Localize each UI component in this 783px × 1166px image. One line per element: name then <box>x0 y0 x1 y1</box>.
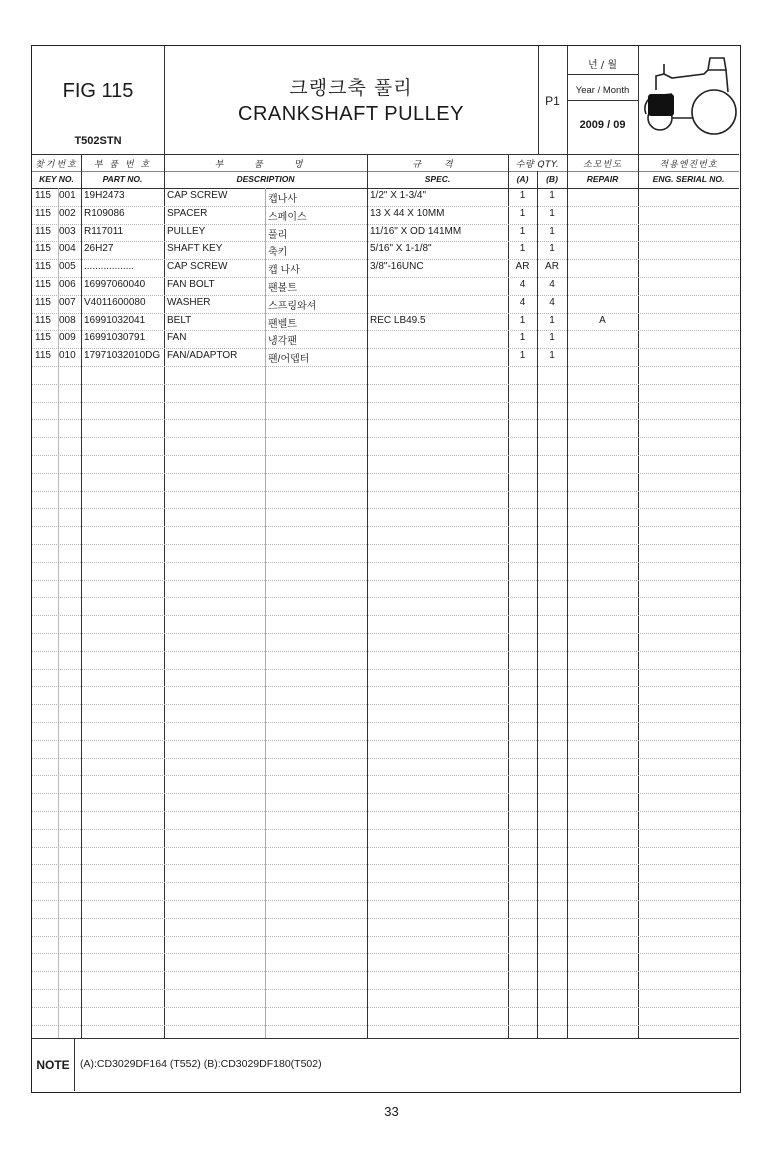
cell-fig: 115 <box>35 261 51 273</box>
cell-qa: 4 <box>519 296 526 308</box>
table-row <box>32 330 739 348</box>
cell-desc-en: WASHER <box>167 296 211 308</box>
cell-key: 006 <box>59 279 76 290</box>
cell-spec: 5/16" X 1-1/8" <box>370 243 432 255</box>
cell-desc-en: PULLEY <box>167 225 206 237</box>
cell-desc-ko: 풀리 <box>268 229 288 241</box>
cell-qb: 1 <box>549 332 555 344</box>
column-repair-korean: 소모빈도 <box>583 159 622 170</box>
cell-qa: AR <box>515 261 530 273</box>
column-serial-korean: 적용엔진번호 <box>659 159 718 170</box>
cell-desc-ko: 캡나사 <box>268 194 297 205</box>
cell-part: 17971032010DG <box>84 350 161 362</box>
column-key-korean: 찾기번호 <box>35 159 78 170</box>
cell-desc-ko: 팬벨트 <box>268 318 297 330</box>
cell-desc-ko: 스페이스 <box>268 211 307 223</box>
column-qty-a: (A) <box>516 174 529 184</box>
cell-fig: 115 <box>35 296 51 308</box>
cell-desc-ko: 팬/어뎁터 <box>268 354 310 366</box>
cell-fig: 115 <box>35 207 51 219</box>
page-code: P1 <box>545 94 560 108</box>
cell-key: 004 <box>59 243 76 255</box>
cell-fig: 115 <box>35 279 51 290</box>
cell-part: V4011600080 <box>84 296 146 308</box>
cell-desc-en: SHAFT KEY <box>167 243 223 255</box>
cell-fig: 115 <box>35 314 51 326</box>
cell-desc-ko: 팬볼트 <box>268 283 297 294</box>
cell-qa: 1 <box>519 225 526 237</box>
cell-qb: 1 <box>549 225 555 237</box>
cell-fig: 115 <box>35 190 51 201</box>
cell-qb: 1 <box>549 314 555 326</box>
cell-fig: 115 <box>35 243 51 255</box>
year-month-label-korean: 년 / 월 <box>587 59 618 71</box>
parts-list-frame <box>31 45 741 1093</box>
cell-qb: 1 <box>549 207 555 219</box>
column-desc: DESCRIPTION <box>236 174 295 184</box>
cell-key: 009 <box>59 332 76 344</box>
cell-qa: 1 <box>519 314 526 326</box>
column-qty-korean: 수량 QTY. <box>515 159 560 170</box>
cell-part: 16991032041 <box>84 314 146 326</box>
cell-desc-en: CAP SCREW <box>167 190 228 201</box>
cell-key: 003 <box>59 225 76 237</box>
column-part: PART NO. <box>102 174 143 184</box>
tractor-icon <box>638 46 739 154</box>
cell-qa: 1 <box>519 350 526 362</box>
cell-spec: 11/16" X OD 141MM <box>370 225 462 237</box>
cell-key: 010 <box>59 350 76 362</box>
cell-qa: 1 <box>519 332 526 344</box>
table-row <box>32 295 739 313</box>
column-spec: SPEC. <box>424 174 451 184</box>
table-row <box>32 348 739 366</box>
column-key: KEY NO. <box>39 174 74 184</box>
cell-key: 008 <box>59 314 76 326</box>
table-row <box>32 224 739 242</box>
table-row <box>32 277 739 295</box>
column-qty-b: (B) <box>546 174 558 184</box>
cell-desc-en: SPACER <box>167 207 208 219</box>
cell-desc-ko: 스프링와셔 <box>268 300 317 312</box>
cell-part: R109086 <box>84 207 125 219</box>
cell-fig: 115 <box>35 332 51 344</box>
cell-desc-en: FAN BOLT <box>167 279 215 290</box>
table-row <box>32 188 739 206</box>
cell-spec: 1/2" X 1-3/4" <box>370 190 427 201</box>
column-part-korean: 부 품 번 호 <box>93 159 152 170</box>
cell-part: 16997060040 <box>84 279 146 290</box>
cell-qb: AR <box>545 261 559 273</box>
column-desc-korean: 부 품 명 <box>214 159 317 170</box>
cell-key: 005 <box>59 261 76 273</box>
cell-part: 19H2473 <box>84 190 125 201</box>
cell-key: 002 <box>59 207 76 219</box>
cell-part: 26H27 <box>84 243 114 255</box>
cell-spec: REC LB49.5 <box>370 314 426 326</box>
table-row <box>32 241 739 259</box>
note-label: NOTE <box>36 1058 70 1072</box>
cell-desc-ko: 냉각팬 <box>268 336 297 348</box>
page-title-korean: 크랭크축 풀리 <box>289 76 413 99</box>
table-row <box>32 313 739 331</box>
cell-qb: 1 <box>549 350 555 362</box>
cell-fig: 115 <box>35 225 51 237</box>
cell-spec: 3/8"-16UNC <box>370 261 424 273</box>
cell-part: 16991030791 <box>84 332 146 344</box>
cell-desc-ko: 캡 나사 <box>268 265 300 277</box>
column-repair: REPAIR <box>586 174 619 184</box>
page-title: CRANKSHAFT PULLEY <box>238 102 464 125</box>
page-number: 33 <box>384 1104 399 1119</box>
table-row <box>32 206 739 224</box>
cell-part: R117011 <box>84 225 124 237</box>
column-serial: ENG. SERIAL NO. <box>652 174 725 184</box>
cell-repair: A <box>599 314 606 326</box>
cell-key: 001 <box>59 190 76 201</box>
cell-desc-en: FAN <box>167 332 187 344</box>
cell-qa: 4 <box>519 279 526 290</box>
cell-qb: 1 <box>549 243 555 255</box>
cell-desc-en: FAN/ADAPTOR <box>167 350 238 362</box>
model-code: T502STN <box>74 135 122 147</box>
cell-qa: 1 <box>519 207 526 219</box>
cell-key: 007 <box>59 296 76 308</box>
cell-desc-en: BELT <box>167 314 192 326</box>
cell-part: .................. <box>84 261 135 273</box>
cell-spec: 13 X 44 X 10MM <box>370 207 445 219</box>
cell-desc-ko: 축키 <box>268 247 288 259</box>
cell-qb: 4 <box>549 279 555 290</box>
cell-desc-en: CAP SCREW <box>167 261 228 273</box>
cell-qa: 1 <box>519 243 526 255</box>
column-spec-korean: 규 격 <box>412 159 463 170</box>
note-text: (A):CD3029DF164 (T552) (B):CD3029DF180(T502) <box>80 1058 322 1070</box>
year-month-value: 2009 / 09 <box>579 119 626 131</box>
year-month-label: Year / Month <box>575 84 630 96</box>
cell-qb: 1 <box>549 190 555 201</box>
cell-qa: 1 <box>519 190 526 201</box>
cell-fig: 115 <box>35 350 51 362</box>
cell-qb: 4 <box>549 296 555 308</box>
table-row <box>32 259 739 277</box>
figure-number: FIG 115 <box>62 79 134 102</box>
